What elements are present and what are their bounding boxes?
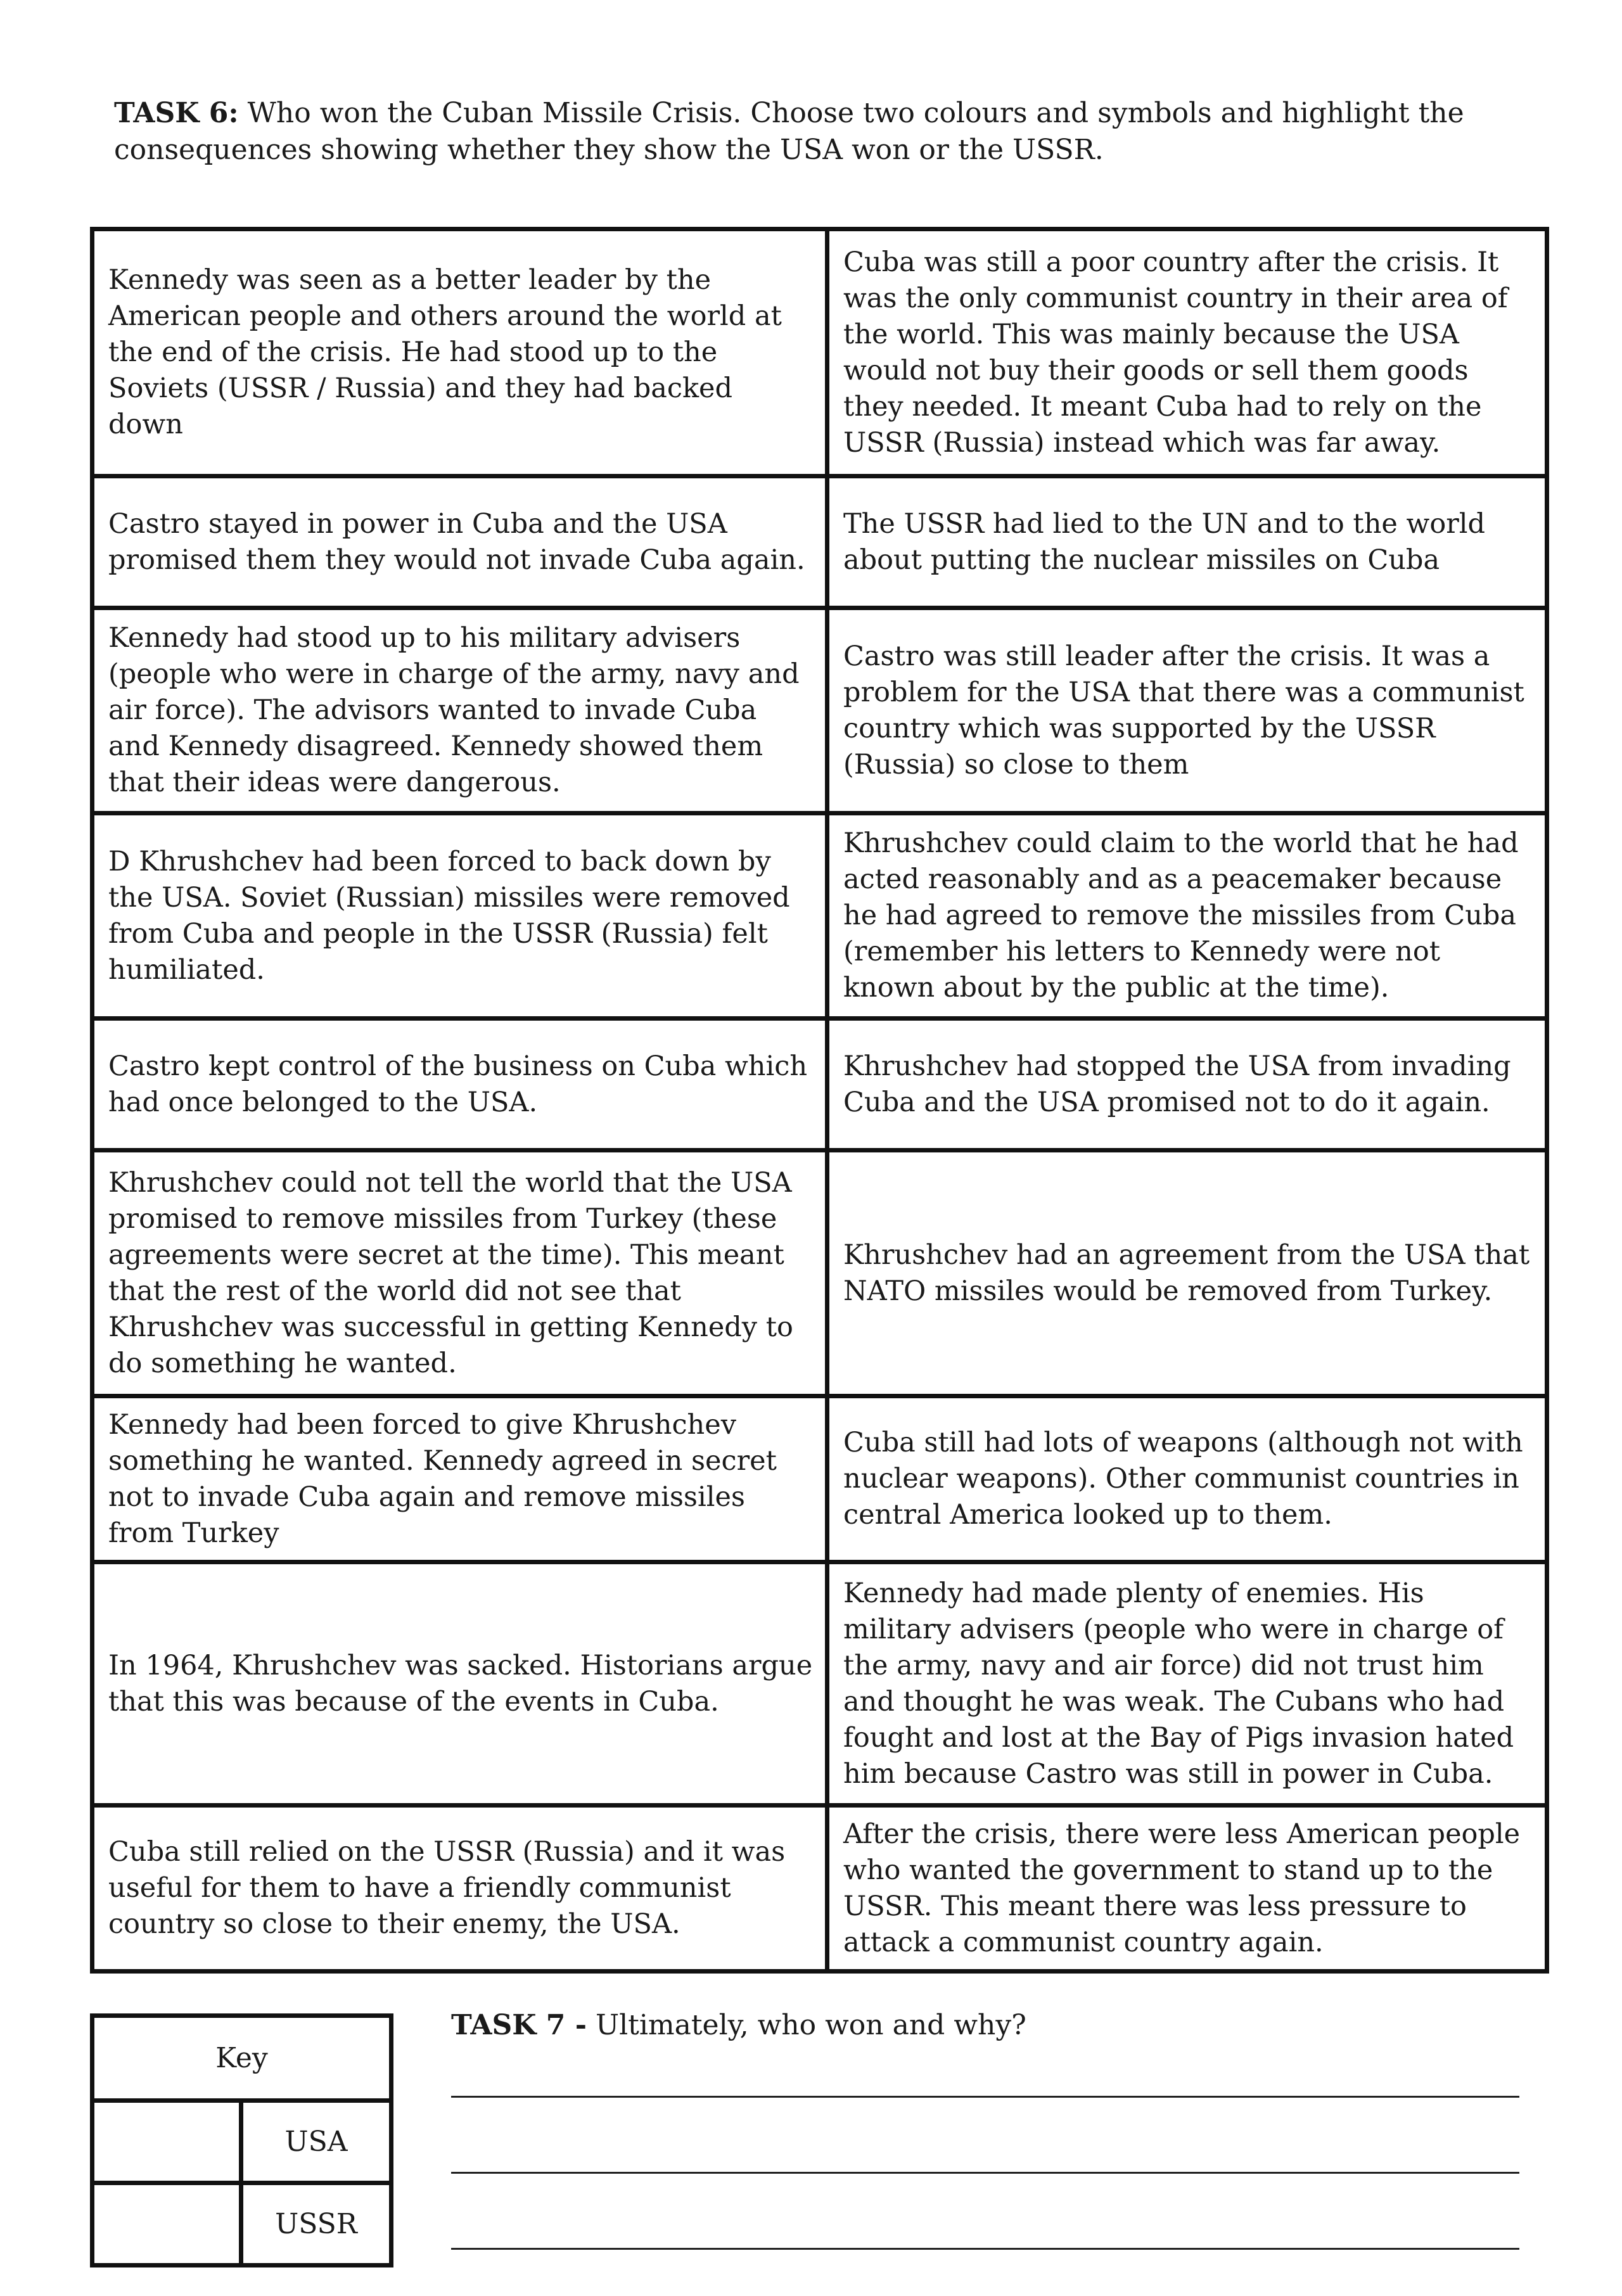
key-row-ussr (93, 2183, 392, 2266)
key-usa-swatch[interactable] (93, 2101, 241, 2183)
table-row (93, 229, 1547, 476)
consequence-cell[interactable]: After the crisis, there were less American people who wanted the government to stand up to the USSR. This meant there was less pressure to attack a communist country again. (827, 1806, 1547, 1972)
consequence-cell[interactable]: Khrushchev could claim to the world that he had acted reasonably and as a peacemaker because he had agreed to remove the missiles from Cuba (remember his letters to Kennedy were not known about by the public at the time). (827, 813, 1547, 1019)
answer-line[interactable] (451, 2248, 1519, 2250)
consequence-cell[interactable]: Kennedy was seen as a better leader by the American people and others around the world at the end of the crisis. He had stood up to the Soviets (USSR / Russia) and they had backed down (93, 229, 827, 476)
consequence-cell[interactable]: D Khrushchev had been forced to back down by the USA. Soviet (Russian) missiles were removed from Cuba and people in the USSR (Russia) felt humiliated. (93, 813, 827, 1019)
table-row (93, 1562, 1547, 1806)
key-title: Key (93, 2016, 392, 2101)
consequence-cell[interactable]: Castro stayed in power in Cuba and the USA promised them they would not invade Cuba again. (93, 476, 827, 608)
task7-text: Ultimately, who won and why? (596, 2009, 1026, 2041)
consequence-cell[interactable]: The USSR had lied to the UN and to the world about putting the nuclear missiles on Cuba (827, 476, 1547, 608)
task6-instructions (114, 95, 1533, 169)
key-header-row (93, 2016, 392, 2101)
consequence-cell[interactable]: Kennedy had made plenty of enemies. His military advisers (people who were in charge of the army, navy and air force) did not trust him and thought he was weak. The Cubans who had fought and lost at the Bay of Pigs invasion hated him because Castro was still in power in Cuba. (827, 1562, 1547, 1806)
table-row (93, 1396, 1547, 1562)
consequence-cell[interactable]: Khrushchev had stopped the USA from invading Cuba and the USA promised not to do it again. (827, 1019, 1547, 1151)
key-table (90, 2013, 393, 2267)
consequence-cell[interactable]: Khrushchev could not tell the world that the USA promised to remove missiles from Turkey (these agreements were secret at the time). This meant that the rest of the world did not see that Khrushchev was successful in getting Kennedy to do something he wanted. (93, 1151, 827, 1396)
table-row (93, 1151, 1547, 1396)
table-row (93, 1019, 1547, 1151)
table-row (93, 813, 1547, 1019)
consequence-cell[interactable]: Khrushchev had an agreement from the USA that NATO missiles would be removed from Turkey. (827, 1151, 1547, 1396)
table-row (93, 1806, 1547, 1972)
consequence-cell[interactable]: Cuba was still a poor country after the crisis. It was the only communist country in their area of the world. This was mainly because the USA would not buy their goods or sell them goods they needed. It meant Cuba had to rely on the USSR (Russia) instead which was far away. (827, 229, 1547, 476)
consequences-table (90, 227, 1549, 1974)
task7-question (451, 2007, 1026, 2044)
consequence-cell[interactable]: In 1964, Khrushchev was sacked. Historians argue that this was because of the events in Cuba. (93, 1562, 827, 1806)
task6-text: Who won the Cuban Missile Crisis. Choose two colours and symbols and highlight the consequences showing whether they show the USA won or the USSR. (114, 97, 1464, 166)
table-row (93, 476, 1547, 608)
table-row (93, 608, 1547, 813)
task7-label: TASK 7 - (451, 2009, 587, 2041)
consequence-cell[interactable]: Kennedy had been forced to give Khrushchev something he wanted. Kennedy agreed in secret not to invade Cuba again and remove missiles from Turkey (93, 1396, 827, 1562)
key-ussr-swatch[interactable] (93, 2183, 241, 2266)
key-ussr-label: USSR (241, 2183, 392, 2266)
key-row-usa (93, 2101, 392, 2183)
consequence-cell[interactable]: Kennedy had stood up to his military advisers (people who were in charge of the army, navy and air force). The advisors wanted to invade Cuba and Kennedy disagreed. Kennedy showed them that their ideas were dangerous. (93, 608, 827, 813)
task6-label: TASK 6: (114, 97, 239, 129)
consequence-cell[interactable]: Castro kept control of the business on Cuba which had once belonged to the USA. (93, 1019, 827, 1151)
consequence-cell[interactable]: Cuba still relied on the USSR (Russia) and it was useful for them to have a friendly communist country so close to their enemy, the USA. (93, 1806, 827, 1972)
answer-line[interactable] (451, 2096, 1519, 2098)
consequence-cell[interactable]: Cuba still had lots of weapons (although not with nuclear weapons). Other communist countries in central America looked up to them. (827, 1396, 1547, 1562)
consequence-cell[interactable]: Castro was still leader after the crisis. It was a problem for the USA that there was a communist country which was supported by the USSR (Russia) so close to them (827, 608, 1547, 813)
answer-line[interactable] (451, 2172, 1519, 2174)
key-usa-label: USA (241, 2101, 392, 2183)
